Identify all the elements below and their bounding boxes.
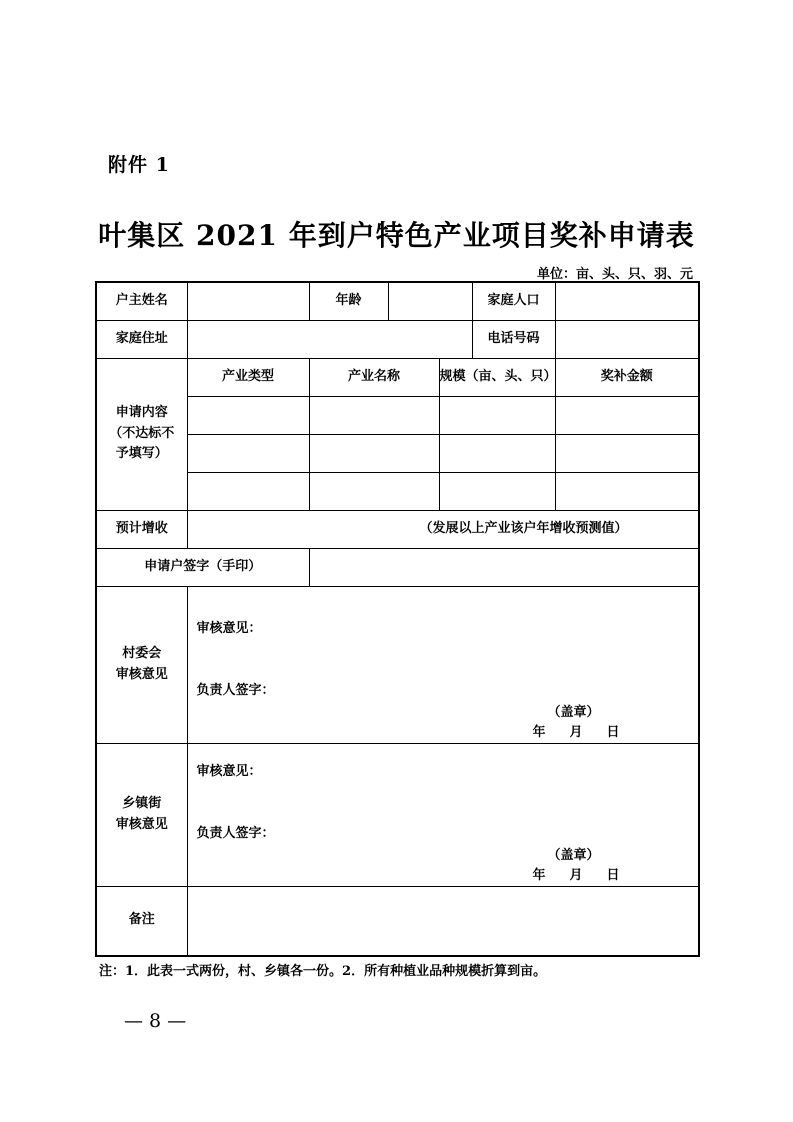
town-review-line-2: 审核意见 — [115, 816, 168, 832]
householder-name-field[interactable] — [187, 282, 309, 320]
village-review-line-1: 村委会 — [122, 645, 162, 661]
attachment-label: 附件 1 — [108, 154, 170, 176]
industry-name-field[interactable] — [309, 434, 439, 472]
family-size-field[interactable] — [555, 282, 699, 320]
row-remarks — [96, 886, 699, 956]
application-content-line-1: 申请内容 — [115, 404, 168, 420]
col-industry-name: 产业名称 — [309, 358, 439, 396]
scale-field[interactable] — [439, 396, 555, 434]
address-label: 家庭住址 — [96, 320, 187, 358]
scale-field[interactable] — [439, 434, 555, 472]
table-row — [96, 472, 699, 510]
date-day: 日 — [606, 724, 620, 740]
town-seal-label: （盖章） — [547, 847, 600, 863]
applicant-signature-field[interactable] — [309, 548, 699, 586]
date-year: 年 — [532, 724, 546, 740]
industry-name-field[interactable] — [309, 396, 439, 434]
age-field[interactable] — [388, 282, 472, 320]
applicant-signature-label: 申请户签字（手印） — [96, 548, 309, 586]
town-review-line-1: 乡镇街 — [122, 795, 162, 811]
industry-type-field[interactable] — [187, 396, 309, 434]
row-expected-income — [96, 510, 699, 548]
address-field[interactable] — [187, 320, 472, 358]
industry-type-field[interactable] — [187, 434, 309, 472]
unit-label: 单位：亩、头、只、羽、元 — [536, 267, 693, 282]
date-month: 月 — [569, 867, 583, 883]
application-content-line-2: （不达标不 — [109, 425, 175, 441]
town-review-label — [96, 743, 187, 886]
town-responsible-signature-label: 负责人签字： — [196, 825, 275, 841]
row-address — [96, 320, 699, 358]
village-review-field[interactable] — [187, 586, 699, 743]
subsidy-amount-field[interactable] — [555, 472, 699, 510]
table-row — [96, 396, 699, 434]
application-form-table — [95, 281, 700, 957]
page-number: — 8 — — [124, 1010, 187, 1032]
town-review-field[interactable] — [187, 743, 699, 886]
date-month: 月 — [569, 724, 583, 740]
phone-field[interactable] — [555, 320, 699, 358]
village-seal-label: （盖章） — [547, 704, 600, 720]
col-scale: 规模（亩、头、只） — [439, 358, 555, 396]
town-review-opinion-label: 审核意见： — [196, 763, 262, 779]
remarks-label: 备注 — [96, 886, 187, 956]
application-content-line-3: 予填写） — [115, 446, 168, 462]
date-day: 日 — [606, 867, 620, 883]
householder-name-label: 户主姓名 — [96, 282, 187, 320]
expected-income-field[interactable]: （发展以上产业该户年增收预测值） — [187, 510, 699, 548]
row-applicant-signature — [96, 548, 699, 586]
scale-field[interactable] — [439, 472, 555, 510]
application-content-label — [96, 358, 187, 510]
remarks-field[interactable] — [187, 886, 699, 956]
table-row — [96, 434, 699, 472]
expected-income-label: 预计增收 — [96, 510, 187, 548]
row-application-header — [96, 358, 699, 396]
row-town-review — [96, 743, 699, 886]
row-village-review — [96, 586, 699, 743]
col-subsidy-amount: 奖补金额 — [555, 358, 699, 396]
phone-label: 电话号码 — [472, 320, 555, 358]
footnote: 注：1．此表一式两份，村、乡镇各一份。2．所有种植业品种规模折算到亩。 — [99, 964, 547, 979]
town-date-label — [533, 866, 620, 887]
village-review-opinion-label: 审核意见： — [196, 620, 262, 636]
village-date-label — [533, 723, 620, 744]
age-label: 年龄 — [309, 282, 388, 320]
village-review-line-2: 审核意见 — [115, 666, 168, 682]
industry-type-field[interactable] — [187, 472, 309, 510]
industry-name-field[interactable] — [309, 472, 439, 510]
village-review-label — [96, 586, 187, 743]
subsidy-amount-field[interactable] — [555, 396, 699, 434]
family-size-label: 家庭人口 — [472, 282, 555, 320]
date-year: 年 — [532, 867, 546, 883]
village-responsible-signature-label: 负责人签字： — [196, 682, 275, 698]
subsidy-amount-field[interactable] — [555, 434, 699, 472]
row-basic-info — [96, 282, 699, 320]
page-title: 叶集区 2021 年到户特色产业项目奖补申请表 — [98, 219, 695, 252]
col-industry-type: 产业类型 — [187, 358, 309, 396]
